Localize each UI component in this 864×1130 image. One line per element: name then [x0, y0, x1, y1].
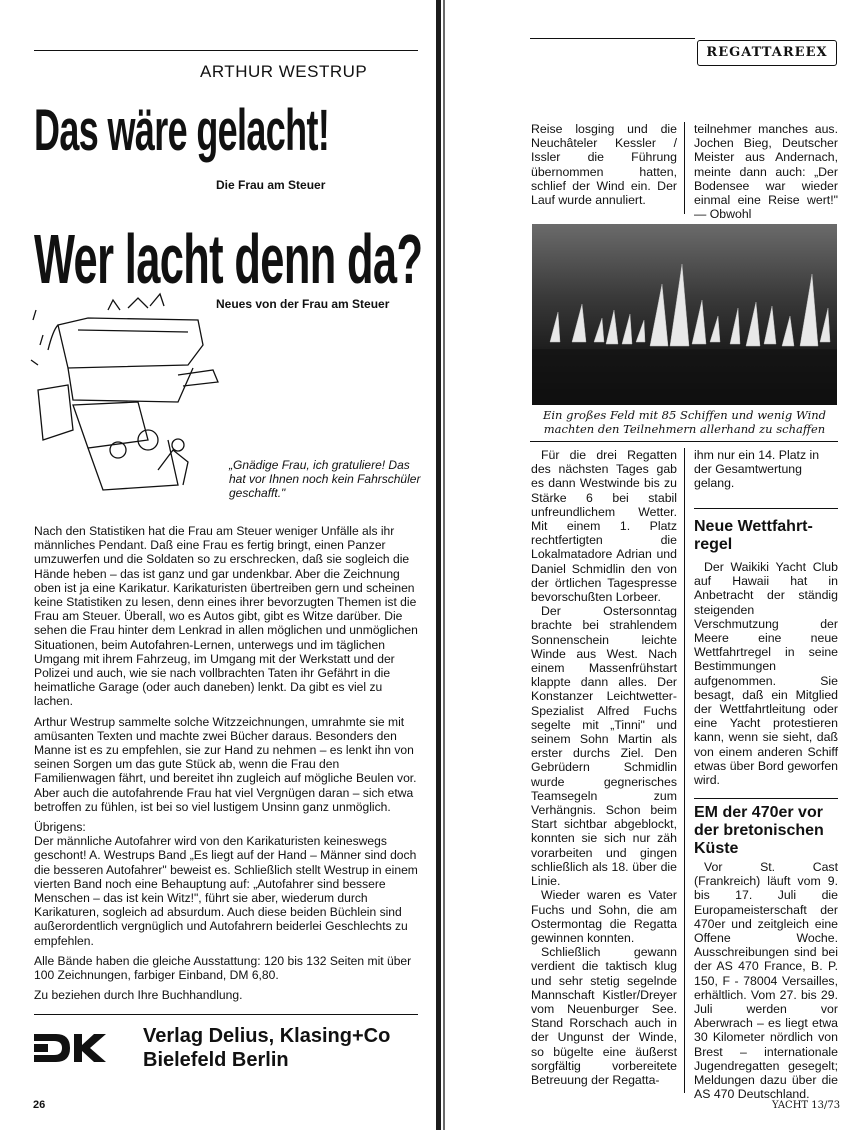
photo-caption: Ein großes Feld mit 85 Schiffen und wenig Wind machten den Teilnehmern allerhand zu schaffen	[542, 408, 827, 436]
subtitle-1: Die Frau am Steuer	[216, 178, 326, 192]
magazine-issue-footer: YACHT 13/73	[772, 1100, 841, 1111]
paragraph: Zu beziehen durch Ihre Buchhandlung.	[34, 988, 243, 1003]
publisher-logo	[34, 1030, 110, 1066]
publisher-line-1: Verlag Delius, Klasing+Co	[143, 1025, 391, 1047]
paragraph: Arthur Westrup sammelte solche Witzzeichnungen, umrahmte sie mit amüsanten Texten und machte zwei Bücher daraus. Besonders den Manne ist es zu empfehlen, sie zur Hand zu nehmen – es lenkt ihn von seinen Sorgen um das gute Stück ab, wenn die Frau den Familienwagen fährt, und bereitet ihn zugleich auf mögliche Beulen vor. Aber auch die autofahrende Frau hat viel Vergnügen daran – sich etwa betroffen zu fühlen, ist bei so viel lustigem Unsinn ganz unmöglich.	[34, 714, 417, 814]
caption-rule	[530, 441, 838, 442]
page-gutter	[436, 0, 441, 1130]
headline-das-waere-gelacht: Das wäre gelacht!	[34, 98, 330, 163]
publisher-rule	[34, 1014, 418, 1015]
cartoon-tank-illustration	[28, 290, 228, 500]
headline-wer-lacht-denn-da: Wer lacht denn da?	[34, 220, 423, 298]
top-column-1: Reise losging und die Neuchâteler Kessler / Issler die Führung übernommen hatten, schlief der Wind ein. Der Lauf wurde annuliert.	[531, 122, 677, 208]
author-name: ARTHUR WESTRUP	[200, 62, 368, 81]
side-heading-wettfahrtregel: Neue Wettfahrt-regel	[694, 518, 813, 553]
side-text-wettfahrtregel: Der Waikiki Yacht Club auf Hawaii hat in Anbetracht der ständig steigenden Verschmutzung der Meere eine neue Wettfahrtregel in seine Bestimmungen aufgenommen. Sie besagt, daß ein Mitglied der Wettfahrtleitung oder eine Yacht protestieren kann, wenn sie sieht, daß von einem anderen Schiff etwas über Bord geworfen wird.	[694, 560, 838, 788]
side-column-top: ihm nur ein 14. Platz in der Gesamtwertung gelang.	[694, 448, 820, 491]
article-body	[34, 524, 418, 1009]
paragraph: Der Ostersonntag brachte bei strahlendem Sonnenschein leichte Winde aus West. Nach einem Massenfrühstart klappte dann alles. Der Konstanzer Leichtwetter-Spezialist Alfred Fuchs segelte mit „Tinni" und seinem Sohn Martin als erster durchs Ziel. Den Gebrüdern Schmidlin wurde gegnerisches Teamsegeln zum Verhängnis. Schon beim Start sichtbar abgeblockt, konnten sie sich nur zäh vorarbeiten und gingen schließlich als 18. über die Linie.	[531, 604, 677, 889]
top-rule	[34, 50, 418, 51]
paragraph: Wieder waren es Vater Fuchs und Sohn, die am Ostermontag die Regatta gewinnen konnten.	[531, 888, 677, 945]
paragraph: Übrigens: Der männliche Autofahrer wird von den Karikaturisten keineswegs geschont! A. Westrups Band „Es liegt auf der Hand – Männer sind doch die besseren Autofahrer" beweist es. Schließlich stellt Westrup in einem vierten Band noch eine Behauptung auf: „Autofahrer sind bessere Menschen – das ist kein Witz!", führt sie aber, wiederum durch Karikaturen, sogleich ad absurdum. Auch diese beiden Büchlein sind außerordentlich vergnüglich und Autofahrern beiderlei Geschlechts zu empfehlen.	[34, 820, 418, 948]
top-rule-right	[530, 38, 695, 39]
page-gutter-shadow	[443, 0, 445, 1130]
main-column	[531, 448, 677, 1087]
subtitle-2: Neues von der Frau am Steuer	[216, 297, 390, 311]
paragraph: Nach den Statistiken hat die Frau am Steuer weniger Unfälle als ihr männliches Pendant. Daß eine Frau es fertig bringt, einen Panzer umzuwerfen und die Soldaten so zu erschrecken, daß sie sogleich die Hände heben – das ist ganz und gar undenkbar. Aber die Zeichnung oben ist ja eine Karikatur. Karikaturisten übertreiben gern und scheinen keine Statistiken zu lesen, denn eines ihrer bevorzugten Themen ist die Frau am Steuer. Überall, wo es Autos gibt, gibt es Witze darüber. Die sehen die Frau hinter dem Lenkrad in allen möglichen und unmöglichen Situationen, beim Autofahren-Lernen, unterwegs und im täglichen Umgang mit ihrem Fahrzeug, im Umgang mit der Werkstatt und der Polizei und auch, wie sie nach vollbrachten Taten ihr Gefährt in die heimatliche Garage (oder auch daneben) lenkt. Da gibt es viel zu lachen.	[34, 524, 418, 709]
publisher-line-2: Bielefeld Berlin	[143, 1049, 289, 1071]
column-divider	[684, 448, 685, 1093]
page-number: 26	[33, 1099, 46, 1111]
regatta-photo	[532, 224, 837, 405]
cartoon-caption: „Gnädige Frau, ich gratuliere! Das hat vor Ihnen noch kein Fahrschüler geschafft."	[229, 458, 421, 500]
paragraph: Schließlich gewann verdient die taktisch klug und sehr stetig segelnde Mannschaft Kistler/Dreyer vom Neuenburger See. Stand Rorschach auch in der Ungunst der Winde, so bügelte eine äußerst sorgfältig vorbereitete Betreuung der Regatta-	[531, 945, 677, 1087]
column-divider	[684, 122, 685, 214]
side-heading-em-470er: EM der 470er vor der bretonischen Küste	[694, 804, 824, 857]
side-rule-2	[694, 798, 838, 799]
side-text-em-470er: Vor St. Cast (Frankreich) läuft vom 9. bis 17. Juli die Europameisterschaft der 470er und zeitgleich eine Offene Woche. Ausschreibungen sind bei der AS 470 France, B. P. 150, F - 78004 Versailles, erhältlich. Vom 27. bis 29. Juli werden vor Aberwrach – es liegt etwa 30 Kilometer nördlich von Brest – internationale Jugendregatten gesegelt; Meldungen dazu über die AS 470 Deutschland.	[694, 860, 838, 1102]
paragraph: Alle Bände haben die gleiche Ausstattung: 120 bis 132 Seiten mit über 100 Zeichnungen, farbiger Einband, DM 6,80.	[34, 953, 412, 983]
publisher-name	[143, 1024, 390, 1072]
side-rule-1	[694, 508, 838, 509]
paragraph: Für die drei Regatten des nächsten Tages gab es dann Westwinde bis zu Stärke 6 bei stabil unfreundlichem Wetter. Mit einem 1. Platz rechtfertigten die Lokalmatadore Adrian und Daniel Schmidlin den von der örtlichen Tagespresse bevorschußten Lorbeer.	[531, 448, 677, 605]
top-column-2: teilnehmer manches aus. Jochen Bieg, Deutscher Meister aus Andernach, meinte dann auch: „Der Bodensee war wieder einmal eine Reise wert!" — Obwohl	[694, 122, 838, 222]
section-badge: REGATTAREEX	[697, 40, 837, 66]
